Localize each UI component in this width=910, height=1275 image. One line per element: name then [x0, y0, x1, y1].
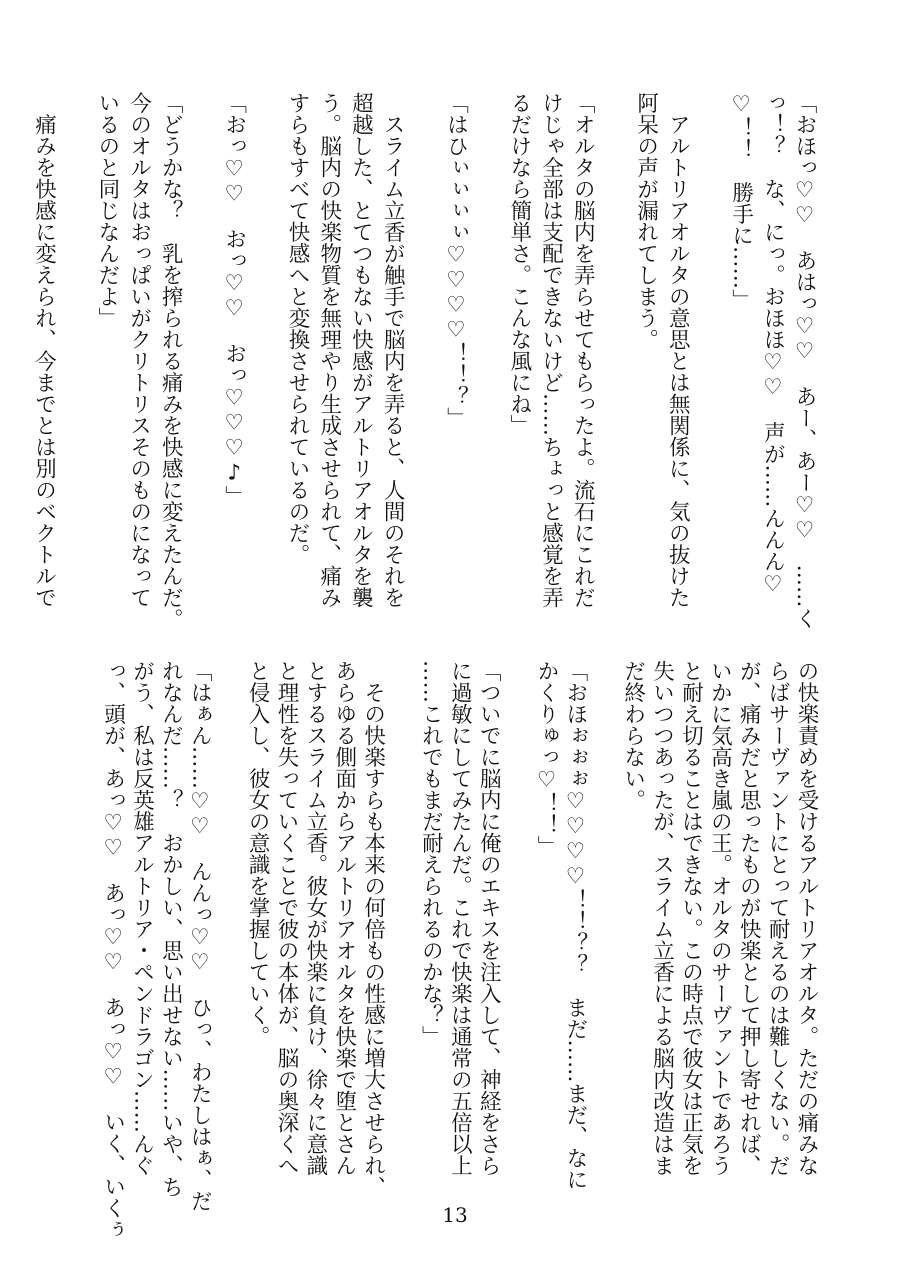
text-line: 阿呆の声が漏れてしまう。: [633, 92, 659, 350]
text-line: 「どうかな？ 乳を搾られる痛みを快感に変えたんだ。: [158, 92, 184, 630]
text-line: っ、頭が、あっ♡♡ あっ♡♡ あっ♡♡ いく、いくぅ: [100, 660, 126, 1240]
text-line: 「オルタの脳内を弄らせてもらったよ。流石にこれだ: [570, 92, 596, 608]
text-line: 「おほっ♡♡ あはっ♡♡ あー、あー♡♡ ……く: [792, 92, 817, 629]
text-line: けじゃ全部は支配できないけど……ちょっと感覚を弄: [538, 92, 564, 608]
text-line: [186, 92, 218, 622]
text-line: が、痛みだと思ったものが快楽として押し寄せれば、: [736, 660, 762, 1176]
text-line: と理性を失っていくことで彼の本体が、脳の奥深くへ: [273, 660, 299, 1176]
text-line: 「はぁん……♡♡ んんっ♡♡ ひっ、わたしはぁ、だ: [187, 660, 213, 1212]
text-line: いるのと同じなんだよ」: [94, 92, 120, 329]
text-line: [250, 92, 282, 622]
text-line: [60, 92, 92, 622]
text-line: [502, 660, 531, 1190]
text-line: 今のオルタはおっぱいがクリトリスそのものになって: [126, 92, 152, 608]
text-line: [471, 92, 503, 622]
text-line: [387, 660, 416, 1190]
text-line: ……これでもまだ耐えられるのかな？」: [418, 660, 444, 1047]
text-line: [598, 92, 630, 622]
text-line: スライム立香が触手で脳内を弄ると、人間のそれを: [380, 92, 406, 608]
text-line: 「ついでに脳内に俺のエキスを注入して、神経をさら: [476, 660, 502, 1176]
text-line: に過敏にしてみたんだ。これで快楽は通常の五倍以上: [447, 660, 473, 1176]
text-line: 「おっ♡♡ おっ♡♡ おっ♡♡♡♪」: [221, 92, 247, 507]
text-line: [589, 660, 618, 1190]
text-line: [213, 660, 242, 1190]
text-line: らばサーヴァントにとって耐えるのは難しくない。だ: [765, 660, 791, 1176]
text-line: いかに気高き嵐の王。オルタのサーヴァントであろう: [707, 660, 733, 1176]
text-line: 「はひぃぃぃぃ♡♡♡♡！！？」: [443, 92, 469, 429]
text-line: と耐え切ることはできない。この時点で彼女は正気を: [678, 660, 704, 1176]
text-line: 「おほぉぉぉ♡♡♡♡！！？？ まだ……まだ、なに: [562, 660, 588, 1190]
text-line: [693, 92, 725, 622]
page-number: 13: [442, 1203, 468, 1227]
text-block-top: [28, 92, 820, 630]
text-line: 失いつつあったが、スライム立香による脳内改造はま: [649, 660, 675, 1176]
text-line: だ終わらない。: [620, 660, 646, 811]
text-line: すらもすべて快感へと変換させられているのだ。: [285, 92, 310, 565]
text-line: るだけなら簡単さ。こんな風にね」: [506, 92, 532, 436]
text-line: かくりゅっ♡！！」: [533, 660, 559, 857]
text-line: がう、私は反英雄アルトリア・ペンドラゴン……んぐ: [129, 660, 155, 1176]
text-line: [408, 92, 440, 622]
text-line: 痛みを快感に変えられ、今までとは別のベクトルで: [31, 92, 57, 608]
text-line: アルトリアオルタの意思とは無関係に、気の抜けた: [665, 92, 691, 608]
text-line: その快楽すらも本来の何倍もの性感に増大させられ、: [360, 660, 386, 1198]
text-line: れなんだ……？ おかしい、思い出せない……いや、ち: [158, 660, 184, 1198]
text-line: と侵入し、彼女の意識を掌握していく。: [245, 660, 271, 1047]
text-line: あらゆる側面からアルトリアオルタを快楽で堕とさん: [331, 660, 357, 1176]
text-line: 超越した、とてつもない快感がアルトリアオルタを襲: [348, 92, 374, 608]
text-line: う。脳内の快楽物質を無理やり生成させられて、痛み: [316, 92, 342, 608]
text-line: とするスライム立香。彼女が快楽に負け、徐々に意識: [302, 660, 328, 1176]
text-line: の快楽責めを受けるアルトリアオルタ。ただの痛みな: [794, 660, 819, 1176]
text-line: ♡！！ 勝手に……」: [728, 92, 754, 311]
text-line: っ！？ な、にっ。おほほ♡♡ 声が……んんん♡: [760, 92, 786, 597]
